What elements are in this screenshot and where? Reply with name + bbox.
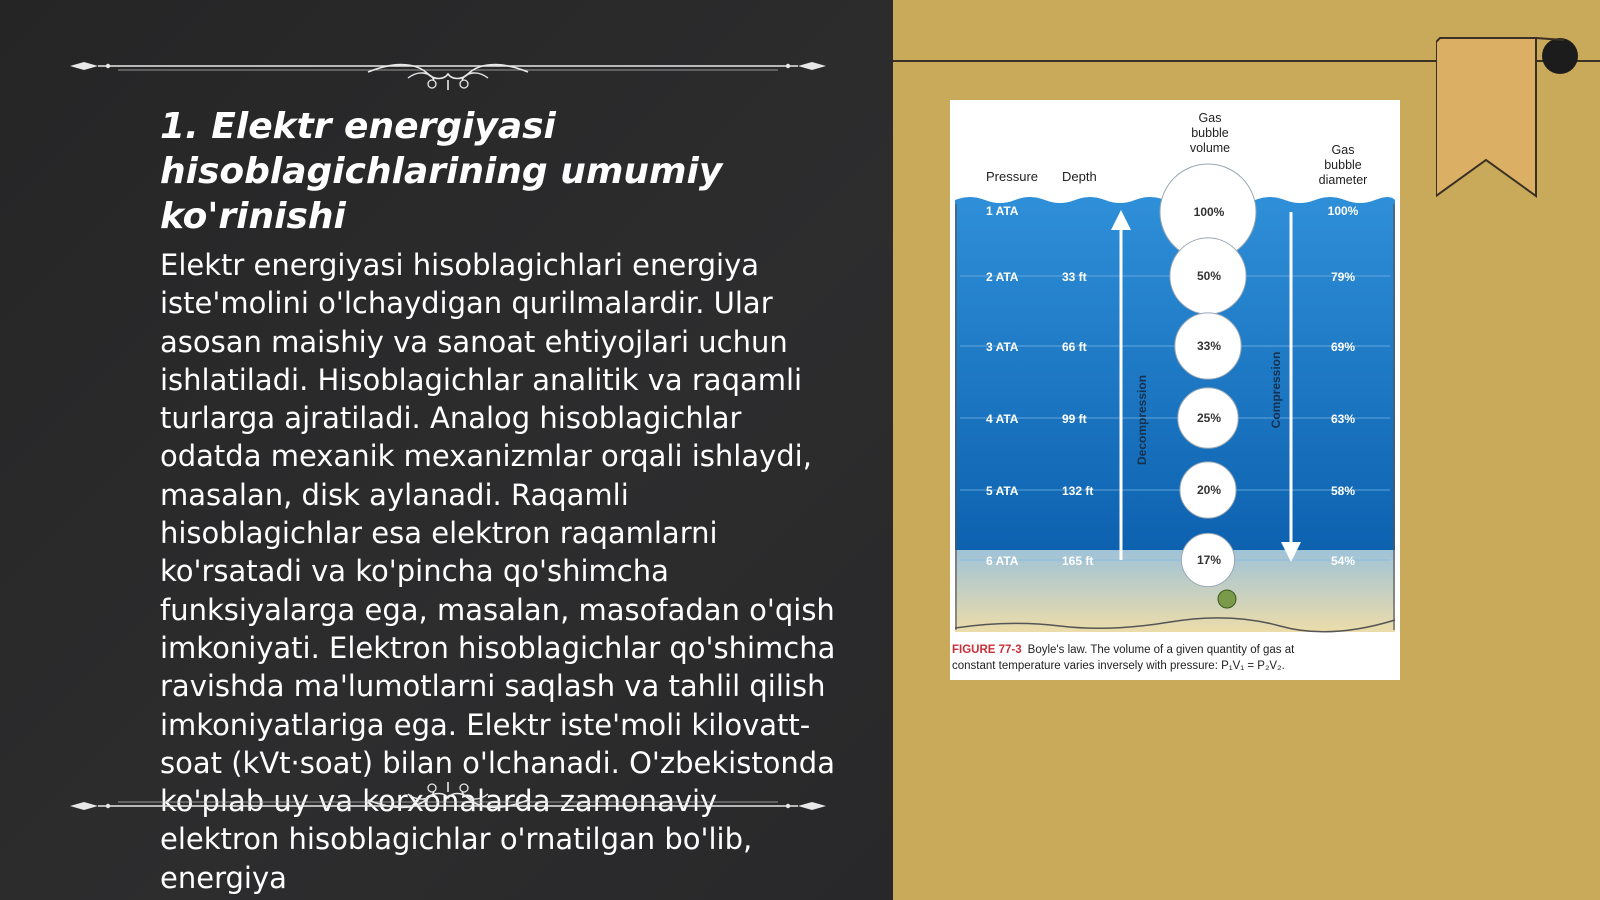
header-pressure: Pressure: [986, 169, 1039, 184]
compression-label: Compression: [1269, 351, 1283, 429]
header-diameter-line1: Gas: [1331, 143, 1355, 157]
volume-label: 50%: [1196, 269, 1222, 283]
header-depth: Depth: [1062, 169, 1097, 184]
pressure-label: 2 ATA: [986, 270, 1019, 284]
depth-label: 66 ft: [1062, 340, 1087, 354]
diameter-label: 58%: [1330, 484, 1356, 498]
diameter-label: 54%: [1330, 554, 1356, 568]
figure-caption-line2: constant temperature varies inversely with pressure: P₁V₁ = P₂V₂.: [952, 660, 1285, 672]
title-line-2: hisoblagichlarining umumiy ko'rinishi: [160, 151, 723, 237]
depth-label: 132 ft: [1062, 484, 1094, 498]
bookmark-ribbon: [1436, 36, 1586, 206]
header-volume-line2: bubble: [1191, 126, 1229, 140]
caption-label: FIGURE 77-3: [952, 644, 1022, 656]
volume-label: 17%: [1196, 553, 1222, 567]
header-volume-line3: volume: [1189, 141, 1231, 155]
diameter-label: 100%: [1327, 204, 1359, 218]
depth-label: 99 ft: [1062, 412, 1087, 426]
header-diameter-line2: bubble: [1324, 158, 1362, 172]
title-line-1: 1. Elektr energiyasi: [160, 106, 556, 147]
slide-body-text: Elektr energiyasi hisoblagichlari energiya iste'molini o'lchaydigan qurilmalardir. Ular asosan maishiy va sanoat ehtiyojlari uchun ishlatiladi. Hisoblagichlar analitik va raqamli turlarga ajratiladi. Analog hisoblagichlar odatda mexanik mexanizmlar orqali ishlaydi, masalan, disk aylanadi. Raqamli hisoblagichlar esa elektron raqamlarni ko'rsatadi va ko'pincha qo'shimcha funksiyalarga ega, masalan, masofadan o'qish imkoniyati. Elektron hisoblagichlar qo'shimcha ravishda ma'lumotlarni saqlash va tahlil qilish imkoniyatlariga ega. Elektr iste'moli kilovatt-soat (kVt·soat) bilan o'lchanadi. O'zbekistonda ko'plab uy va korxonalarda zamonaviy elektron hisoblagichlar o'rnatilgan bo'lib, energiya: [160, 248, 836, 895]
diameter-label: 79%: [1330, 270, 1356, 284]
pressure-label: 6 ATA: [986, 554, 1019, 568]
volume-label: 100%: [1193, 205, 1225, 219]
diameter-label: 69%: [1330, 340, 1356, 354]
bottom-ornament-divider: [68, 780, 828, 830]
header-diameter-line3: diameter: [1318, 173, 1368, 187]
boyles-law-diagram: [950, 100, 1400, 680]
diameter-label: 63%: [1330, 412, 1356, 426]
volume-label: 25%: [1196, 411, 1222, 425]
caption-text-1: Boyle's law. The volume of a given quantity of gas at: [1027, 644, 1295, 656]
pressure-label: 4 ATA: [986, 412, 1019, 426]
slide-title: [160, 104, 850, 239]
seabed-plant: [1218, 590, 1236, 608]
pressure-label: 1 ATA: [986, 204, 1019, 218]
sea-floor: [955, 550, 1395, 632]
header-volume-line1: Gas: [1198, 111, 1222, 125]
figure-caption-line1: [952, 644, 1295, 656]
volume-label: 20%: [1196, 483, 1222, 497]
depth-label: 33 ft: [1062, 270, 1087, 284]
boyles-law-figure: [950, 100, 1400, 680]
pressure-label: 3 ATA: [986, 340, 1019, 354]
pressure-label: 5 ATA: [986, 484, 1019, 498]
decompression-label: Decompression: [1135, 374, 1149, 466]
water-body: [955, 197, 1395, 550]
depth-label: 165 ft: [1062, 554, 1094, 568]
top-ornament-divider: [68, 40, 828, 90]
volume-label: 33%: [1196, 339, 1222, 353]
